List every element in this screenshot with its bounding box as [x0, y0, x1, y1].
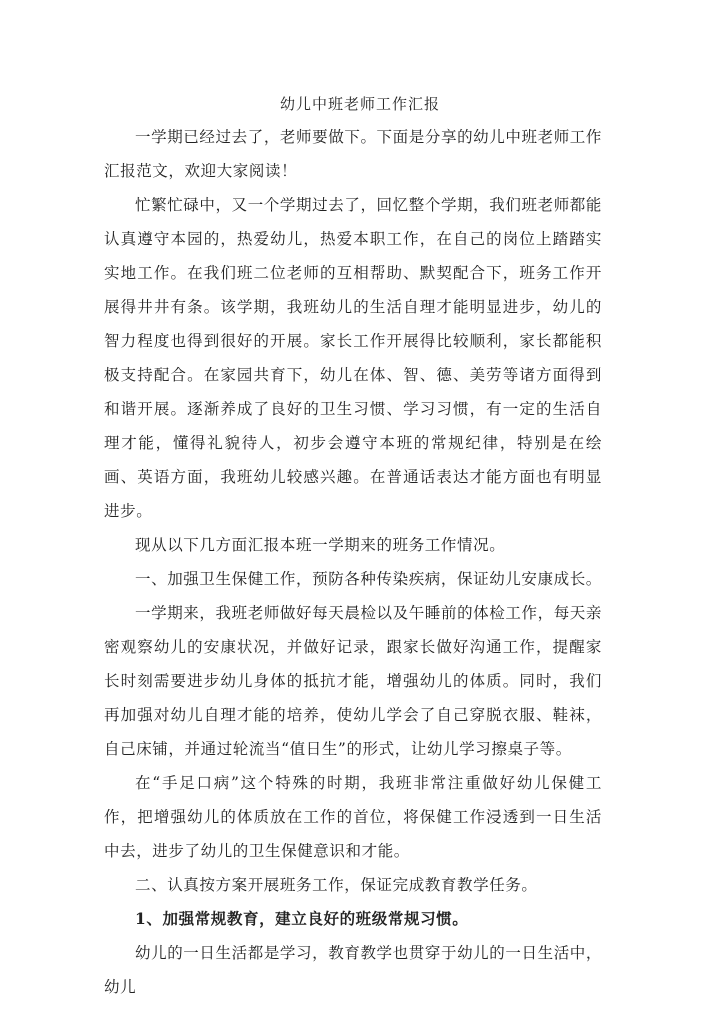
paragraph-intro: 一学期已经过去了，老师要做下。下面是分享的幼儿中班老师工作汇报范文，欢迎大家阅读！ — [104, 128, 602, 180]
section-heading-1: 一、加强卫生保健工作，预防各种传染疾病，保证幼儿安康成长。 — [135, 570, 602, 588]
paragraph-daily-life: 幼儿的一日生活都是学习，教育教学也贯穿于幼儿的一日生活中，幼儿 — [104, 944, 602, 996]
paragraph-overview: 现从以下几方面汇报本班一学期来的班务工作情况。 — [135, 536, 506, 554]
subsection-heading-1: 1、加强常规教育，建立良好的班级常规习惯。 — [135, 909, 469, 928]
paragraph-health-work: 一学期来，我班老师做好每天晨检以及午睡前的体检工作，每天亲密观察幼儿的安康状况，并做好记录，跟家长做好沟通工作，提醒家长时刻需要进步幼儿身体的抵抗才能，增强幼儿的体质。同时，我们再加强对幼儿自理才能的培养，使幼儿学会了自己穿脱衣服、鞋袜，自己床铺，并通过轮流当“值日生”的形式，让幼儿学习擦桌子等。 — [104, 604, 602, 758]
document-title: 幼儿中班老师工作汇报 — [279, 95, 440, 113]
paragraph-hfmd: 在“手足口病”这个特殊的时期，我班非常注重做好幼儿保健工作，把增强幼儿的体质放在工作的首位，将保健工作浸透到一日生活中去，进步了幼儿的卫生保健意识和才能。 — [104, 774, 602, 860]
document-body — [104, 120, 602, 1004]
section-heading-2: 二、认真按方案开展班务工作，保证完成教育教学任务。 — [135, 876, 538, 894]
paragraph-summary: 忙繁忙碌中，又一个学期过去了，回忆整个学期，我们班老师都能认真遵守本园的，热爱幼儿，热爱本职工作，在自己的岗位上踏踏实实地工作。在我们班二位老师的互相帮助、默契配合下，班务工作开展得井井有条。该学期，我班幼儿的生活自理才能明显进步，幼儿的智力程度也得到很好的开展。家长工作开展得比较顺利，家长都能积极支持配合。在家园共育下，幼儿在体、智、德、美劳等诸方面得到和谐开展。逐渐养成了良好的卫生习惯、学习习惯，有一定的生活自理才能，懂得礼貌待人，初步会遵守本班的常规纪律，特别是在绘画、英语方面，我班幼儿较感兴趣。在普通话表达才能方面也有明显进步。 — [104, 196, 602, 520]
